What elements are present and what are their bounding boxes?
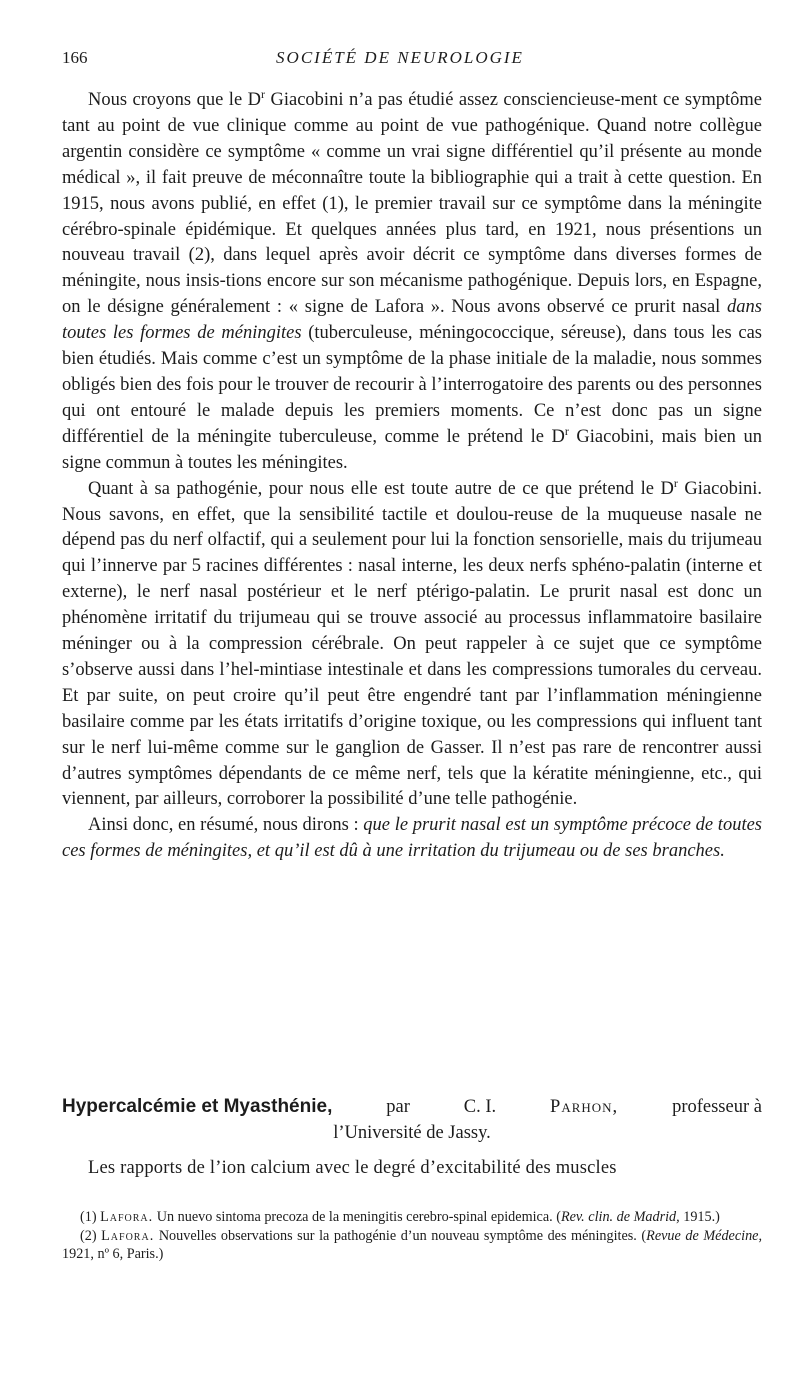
footnote-tail: 1915.) [679,1209,720,1225]
footnote-author: Lafora. [101,1228,155,1244]
article-first-line: Les rapports de l’ion calcium avec le degré d’excitabilité des muscles [88,1158,617,1178]
footnote-text: Nouvelles observations sur la pathogénie d’un nouveau symptôme des méningites. ( [154,1228,647,1244]
footnote-journal: Revue de Médecine, [646,1228,763,1244]
article-heading [62,1094,762,1147]
footnote-2 [62,1227,762,1263]
text-segment: Nous croyons que le D [88,90,262,110]
footnote-text: Un nuevo sintoma precoza de la meningitis cerebro-spinal epidemica. ( [153,1209,561,1225]
author-affiliation: l’Université de Jassy. [333,1122,491,1143]
footnote-mark: (2) [80,1228,97,1244]
footnote-1 [62,1208,762,1226]
text-segment: Quant à sa pathogénie, pour nous elle est toute autre de ce que prétend le D [88,478,674,499]
text-segment: Giacobini. Nous savons, en effet, que la sensibilité tactile et doulou-reuse de la muqueuse nasale ne dépend pas du nerf olfactif, qui a seulement pour lui la fonction sensorielle, mais du trijumeau qui l’innerve par 5 racines différentes : nasal interne, les deux nerfs sphéno-palatin (interne et externe), le nerf nasal postérieur et le nerf ptérigo-palatin. Le prurit nasal est donc un phénomène irritatif du trijumeau qui se trouve associé au processus inflammatoire basilaire méninger ou à la compression cérébrale. On peut rappeler à ce sujet que ce symptôme s’observe aussi dans l’hel-mintiase intestinale et dans les compressions tumorales du cerveau. Et par suite, on peut croire qu’il peut être engendré tant par l’inflammation méningienne basilaire comme par les états irritatifs d’origine toxique, ou les compressions qui influent tant sur le nerf lui-même comme sur le ganglion de Gasser. Il n’est pas rare de rencontrer aussi d’autres symptômes dépendants de ce même nerf, tels que la kératite méningienne, etc., qui viennent, par ailleurs, corroborer la possibilité d’une telle pathogénie. [62,478,762,810]
superscript: r [261,86,266,101]
text-segment: Giacobini n’a pas étudié assez consciencieuse-ment ce symptôme tant au point de vue clinique comme au point de vue pathogénique. Quand notre collègue argentin considère ce symptôme « comme un vrai signe différentiel qu’il présente au monde médical », il fait preuve de méconnaître toute la bibliographie qui a trait à cette question. En 1915, nous avons publié, en effet (1), le premier travail sur ce symptôme dans la méningite cérébro-spinale épidémique. Et quelques années plus tard, en 1921, nous présentions un nouveau travail (2), dans lequel après avoir décrit ce symptôme dans diverses formes de méningite, nous insis-tions encore sur son mécanisme pathogénique. Depuis lors, en Espagne, on le désigne généralement : « signe de Lafora ». Nous avons observé ce prurit nasal [62,90,762,318]
italic-conclusion: que le prurit nasal est un symptôme précoce de toutes ces formes de méningites, et qu’il est dû à une irritation du trijumeau ou de ses branches. [62,815,762,862]
paragraph-3 [62,813,762,865]
footnote-tail: 1921, nº 6, Paris.) [62,1246,164,1262]
text-segment: Giacobini, mais bien un signe commun à toutes les méningites. [62,426,763,473]
author-name: Parhon, [550,1097,619,1117]
author-role: professeur à [672,1097,762,1117]
superscript: r [564,423,569,438]
paragraph-2 [62,477,762,814]
text-segment: (tuberculeuse, méningococcique, séreuse), dans tous les cas bien étudiés. Mais comme c’est un symptôme de la phase initiale de la maladie, nous sommes obligés bien des fois pour le trouver de recourir à l’interrogatoire des parents ou des personnes qui ont entouré le malade depuis les premiers moments. Ce n’est donc pas un signe différentiel de la méningite tuberculeuse, comme le prétend le D [62,323,763,447]
article-title: Hypercalcémie et Myasthénie, [62,1096,333,1117]
article-by: par [386,1097,410,1117]
footnote-mark: (1) [80,1209,97,1225]
superscript: r [673,475,678,490]
footnote-journal: Rev. clin. de Madrid, [560,1209,680,1225]
page-number: 166 [62,48,88,67]
footnote-author: Lafora. [100,1209,154,1225]
author-initials: C. I. [463,1097,497,1117]
running-title: SOCIÉTÉ DE NEUROLOGIE [276,48,524,67]
paragraph-1 [62,88,762,477]
body-text [62,88,762,865]
footnotes [62,1208,762,1264]
text-segment: Ainsi donc, en résumé, nous dirons : [88,815,364,836]
italic-segment: dans toutes les formes de méningites [62,297,762,344]
running-header [62,48,738,72]
